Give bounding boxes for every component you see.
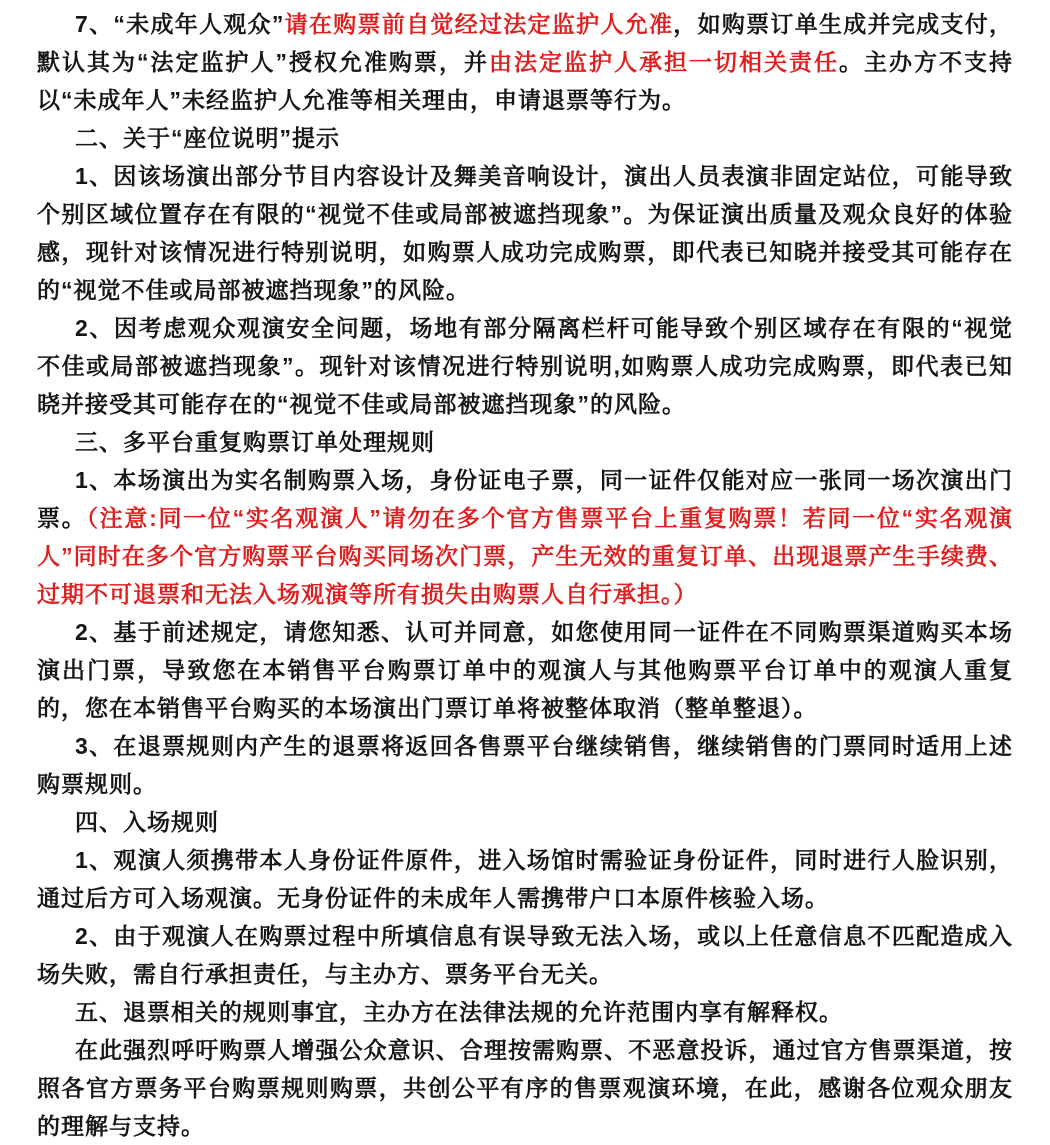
clause-7-minor-audience — [37, 5, 1013, 119]
section-3-heading-duplicate-orders — [37, 423, 1013, 461]
section-3-item-1 — [37, 461, 1013, 613]
body-text: 四、入场规则 — [75, 809, 219, 835]
body-text: 2、由于观演人在购票过程中所填信息有误导致无法入场，或以上任意信息不匹配造成入场失败，需自行承担责任，与主办方、票务平台无关。 — [37, 923, 1013, 987]
body-text: 五、退票相关的规则事宜，主办方在法律法规的允许范围内享有解释权。 — [75, 999, 843, 1025]
section-2-item-2 — [37, 309, 1013, 423]
section-2-item-1 — [37, 157, 1013, 309]
section-3-item-2 — [37, 613, 1013, 727]
closing-appeal — [37, 1031, 1013, 1145]
body-text: 7、“未成年人观众” — [75, 11, 285, 37]
body-text: 1、因该场演出部分节目内容设计及舞美音响设计，演出人员表演非固定站位，可能导致个别区域位置存在有限的“视觉不佳或局部被遮挡现象”。为保证演出质量及观众良好的体验感，现针对该情况进行特别说明，如购票人成功完成购票，即代表已知晓并接受其可能存在的“视觉不佳或局部被遮挡现象”的风险。 — [37, 163, 1013, 303]
body-text: 2、基于前述规定，请您知悉、认可并同意，如您使用同一证件在不同购票渠道购买本场演出门票，导致您在本销售平台购票订单中的观演人与其他购票平台订单中的观演人重复的，您在本销售平台购买的本场演出门票订单将被整体取消（整单整退）。 — [37, 619, 1013, 721]
body-text: 在此强烈呼吁购票人增强公众意识、合理按需购票、不恶意投诉，通过官方售票渠道，按照各官方票务平台购票规则购票，共创公平有序的售票观演环境，在此，感谢各位观众朋友的理解与支持。 — [37, 1037, 1013, 1139]
red-emphasis-text: （注意:同一位“实名观演人”请勿在多个官方售票平台上重复购票！若同一位“实名观演人”同时在多个官方购票平台购买同场次门票，产生无效的重复订单、出现退票产生手续费、过期不可退票和无法入场观演等所有损失由购票人自行承担。） — [37, 505, 1013, 607]
section-2-heading-seat-notice — [37, 119, 1013, 157]
red-emphasis-text: 由法定监护人承担一切相关责任 — [489, 49, 839, 75]
section-4-item-1 — [37, 841, 1013, 917]
body-text: 二、关于“座位说明”提示 — [75, 125, 340, 151]
body-text: 3、在退票规则内产生的退票将返回各售票平台继续销售，继续销售的门票同时适用上述购票规则。 — [37, 733, 1013, 797]
body-text: ，如购票订单生成并完成支付，默认其为“法定监护人”授权允准购票，并 — [37, 11, 1014, 75]
body-text: 。主办方不支持以“未成年人”未经监护人允准等相关理由，申请退票等行为。 — [37, 49, 1013, 113]
body-text: 1、本场演出为实名制购票入场，身份证电子票，同一证件仅能对应一张同一场次演出门票。 — [37, 467, 1013, 531]
body-text: 三、多平台重复购票订单处理规则 — [75, 429, 435, 455]
section-4-item-2 — [37, 917, 1013, 993]
red-emphasis-text: 请在购票前自觉经过法定监护人允准 — [284, 11, 674, 37]
section-4-heading-entry-rules — [37, 803, 1013, 841]
section-3-item-3 — [37, 727, 1013, 803]
body-text: 1、观演人须携带本人身份证件原件，进入场馆时需验证身份证件，同时进行人脸识别，通过后方可入场观演。无身份证件的未成年人需携带户口本原件核验入场。 — [37, 847, 1013, 911]
body-text: 2、因考虑观众观演安全问题，场地有部分隔离栏杆可能导致个别区域存在有限的“视觉不佳或局部被遮挡现象”。现针对该情况进行特别说明,如购票人成功完成购票，即代表已知晓并接受其可能存在的“视觉不佳或局部被遮挡现象”的风险。 — [37, 315, 1013, 417]
section-5-refund-interpretation — [37, 993, 1013, 1031]
